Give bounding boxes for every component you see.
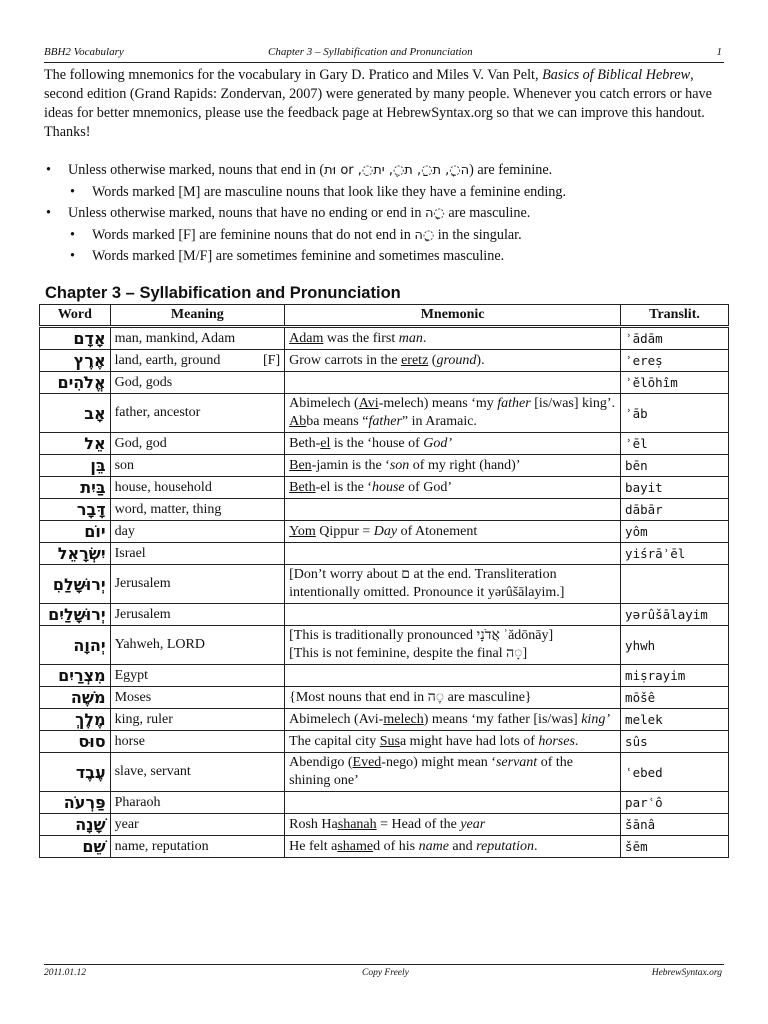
hebrew-word: שָׁנָה [40, 814, 111, 836]
transliteration-cell: yərûšālayim [621, 604, 729, 626]
table-row [40, 350, 729, 372]
transliteration-cell: šēm [621, 836, 729, 858]
meaning-text: Egypt [114, 667, 149, 683]
column-header-meaning: Meaning [110, 305, 285, 327]
hebrew-word: יִשְׂרָאֵל [40, 543, 111, 565]
meaning-cell [110, 665, 285, 687]
list-item: • Words marked [M/F] are sometimes feminine and sometimes masculine. [44, 246, 728, 268]
meaning-cell [110, 626, 285, 665]
table-row [40, 626, 729, 665]
header-page-number: 1 [716, 46, 722, 58]
mnemonic-cell [285, 604, 621, 626]
vocabulary-rows [40, 327, 729, 858]
meaning-text: Jerusalem [114, 606, 171, 622]
hebrew-word: אָדָם [40, 327, 111, 350]
meaning-cell [110, 521, 285, 543]
mnemonic-cell: {Most nouns that end in ה◌ֶ are masculine} [285, 687, 621, 709]
hebrew-word: מֹשֶׁה [40, 687, 111, 709]
table-row [40, 543, 729, 565]
table-row [40, 477, 729, 499]
hebrew-word: מִצְרַיִם [40, 665, 111, 687]
mnemonic-cell [285, 665, 621, 687]
table-row [40, 499, 729, 521]
gender-rules-list [44, 160, 728, 268]
transliteration-cell: šānâ [621, 814, 729, 836]
table-row [40, 521, 729, 543]
transliteration-cell: miṣrayim [621, 665, 729, 687]
meaning-text: word, matter, thing [114, 501, 222, 517]
mnemonic-cell: Abendigo (Eved-nego) might mean ‘servant of the shining one’ [285, 753, 621, 792]
intro-text-2: , second edition (Grand Rapids: Zondervan, 2007) were generated by many people. Whenever you catch errors or have ideas for better mnemonics, please use the feedback page at HebrewSyntax.org so that we can improve this handout. Thanks! [44, 67, 712, 140]
meaning-cell [110, 433, 285, 455]
transliteration-cell: ʿebed [621, 753, 729, 792]
mnemonic-cell: Yom Qippur = Day of Atonement [285, 521, 621, 543]
table-row [40, 565, 729, 604]
meaning-cell [110, 543, 285, 565]
table-row [40, 709, 729, 731]
transliteration-cell: yhwh [621, 626, 729, 665]
mnemonic-cell: He felt ashamed of his name and reputation. [285, 836, 621, 858]
transliteration-cell: ʾēl [621, 433, 729, 455]
meaning-cell [110, 753, 285, 792]
transliteration-cell: melek [621, 709, 729, 731]
mnemonic-cell: [Don’t worry about ם at the end. Transliteration intentionally omitted. Pronounce it yərûšālayim.] [285, 565, 621, 604]
meaning-text: God, god [114, 435, 167, 451]
mnemonic-cell: [This is traditionally pronounced אֲדֹנָי ʾădōnāy] [This is not feminine, despite the final ה◌ָ] [285, 626, 621, 665]
table-row [40, 687, 729, 709]
meaning-text: man, mankind, Adam [114, 330, 236, 346]
hebrew-word: עֶבֶד [40, 753, 111, 792]
table-row [40, 665, 729, 687]
footer-center: Copy Freely [362, 968, 409, 978]
meaning-text: Israel [114, 545, 146, 561]
transliteration-cell: yôm [621, 521, 729, 543]
transliteration-cell: bēn [621, 455, 729, 477]
transliteration-cell: ʾĕlōhîm [621, 372, 729, 394]
mnemonic-cell: Rosh Hashanah = Head of the year [285, 814, 621, 836]
mnemonic-cell [285, 792, 621, 814]
meaning-text: son [114, 457, 135, 473]
meaning-text: father, ancestor [114, 405, 201, 420]
meaning-cell [110, 565, 285, 604]
list-item: • Words marked [M] are masculine nouns that look like they have a feminine ending. [44, 182, 728, 204]
page-footer [44, 964, 724, 978]
meaning-text: land, earth, ground [114, 352, 221, 368]
table-row [40, 836, 729, 858]
list-item: • Unless otherwise marked, nouns that end in (ה◌ָ, ת◌ַ, ת◌ֶ, ית◌ִ, or וּת) are feminine. [44, 160, 728, 182]
header-center: Chapter 3 – Syllabification and Pronunciation [268, 46, 473, 58]
hebrew-word: פַּרְעֹה [40, 792, 111, 814]
meaning-cell [110, 477, 285, 499]
table-row [40, 372, 729, 394]
meaning-text: day [114, 523, 135, 539]
meaning-text: Pharaoh [114, 794, 161, 810]
list-item: • Words marked [F] are feminine nouns that do not end in ה◌ָ in the singular. [44, 225, 728, 247]
meaning-cell [110, 499, 285, 521]
hebrew-word: אֶרֶץ [40, 350, 111, 372]
hebrew-word: מֶלֶךְ [40, 709, 111, 731]
table-row [40, 394, 729, 433]
table-row [40, 792, 729, 814]
mnemonic-cell: Ben-jamin is the ‘son of my right (hand)’ [285, 455, 621, 477]
transliteration-cell: ʾereṣ [621, 350, 729, 372]
meaning-text: name, reputation [114, 838, 209, 854]
footer-date: 2011.01.12 [44, 968, 87, 978]
intro-paragraph [44, 66, 728, 142]
list-item: • Unless otherwise marked, nouns that have no ending or end in ה◌ָ are masculine. [44, 203, 728, 225]
meaning-cell [110, 687, 285, 709]
transliteration-cell: bayit [621, 477, 729, 499]
mnemonic-cell: The capital city Susa might have had lots of horses. [285, 731, 621, 753]
hebrew-word: אֵל [40, 433, 111, 455]
table-row [40, 731, 729, 753]
gender-tag: [F] [263, 352, 281, 368]
hebrew-word: אָב [40, 394, 111, 433]
mnemonic-cell: Abimelech (Avi-melech) means ‘my father [is/was] king’. Abba means “father” in Aramaic. [285, 394, 621, 433]
hebrew-word: אֱלֹהִים [40, 372, 111, 394]
column-header-mnemonic: Mnemonic [285, 305, 621, 327]
meaning-cell [110, 372, 285, 394]
meaning-text: house, household [114, 479, 212, 495]
hebrew-word: סוּס [40, 731, 111, 753]
meaning-cell [110, 814, 285, 836]
transliteration-cell: sûs [621, 731, 729, 753]
hebrew-word: יְרוּשָׁלַיִם [40, 604, 111, 626]
book-title: Basics of Biblical Hebrew [542, 67, 691, 83]
meaning-text: king, ruler [114, 711, 173, 727]
footer-site: HebrewSyntax.org [651, 968, 722, 978]
table-row [40, 604, 729, 626]
hebrew-word: דָּבָר [40, 499, 111, 521]
table-row [40, 433, 729, 455]
section-title: Chapter 3 – Syllabification and Pronunciation [45, 284, 401, 302]
table-row [40, 753, 729, 792]
mnemonic-cell [285, 372, 621, 394]
meaning-text: Moses [114, 689, 152, 705]
vocabulary-table [39, 304, 729, 858]
mnemonic-cell: Grow carrots in the eretz (ground). [285, 350, 621, 372]
hebrew-word: שֵׁם [40, 836, 111, 858]
meaning-cell [110, 394, 285, 433]
transliteration-cell [621, 565, 729, 604]
meaning-text: horse [114, 733, 145, 749]
transliteration-cell: mōšê [621, 687, 729, 709]
transliteration-cell: ʾādām [621, 327, 729, 350]
page-header [44, 44, 724, 63]
column-header-word: Word [40, 305, 111, 327]
mnemonic-cell: Adam was the first man. [285, 327, 621, 350]
meaning-cell [110, 709, 285, 731]
hebrew-word: בַּיִת [40, 477, 111, 499]
mnemonic-cell [285, 543, 621, 565]
transliteration-cell: ʾāb [621, 394, 729, 433]
hebrew-word: יוֹם [40, 521, 111, 543]
transliteration-cell: parʿô [621, 792, 729, 814]
hebrew-word: יְהוָה [40, 626, 111, 665]
table-row [40, 455, 729, 477]
meaning-cell [110, 836, 285, 858]
meaning-cell [110, 604, 285, 626]
mnemonic-cell [285, 499, 621, 521]
mnemonic-cell: Abimelech (Avi-melech) means ‘my father [is/was] king’ [285, 709, 621, 731]
header-left: BBH2 Vocabulary [44, 46, 124, 58]
table-row [40, 327, 729, 350]
mnemonic-cell: Beth-el is the ‘house of God’ [285, 433, 621, 455]
transliteration-cell: yiśrāʾēl [621, 543, 729, 565]
meaning-cell [110, 792, 285, 814]
meaning-cell [110, 350, 285, 372]
meaning-text: God, gods [114, 374, 173, 390]
meaning-text: Yahweh, LORD [114, 637, 205, 652]
hebrew-word: בֵּן [40, 455, 111, 477]
meaning-text: year [114, 816, 139, 832]
table-row [40, 814, 729, 836]
mnemonic-cell: Beth-el is the ‘house of God’ [285, 477, 621, 499]
table-header-row [40, 305, 729, 327]
meaning-cell [110, 327, 285, 350]
meaning-cell [110, 731, 285, 753]
meaning-cell [110, 455, 285, 477]
hebrew-word: יְרוּשָׁלַםִ [40, 565, 111, 604]
column-header-translit: Translit. [621, 305, 729, 327]
transliteration-cell: dābār [621, 499, 729, 521]
meaning-text: Jerusalem [114, 576, 171, 591]
intro-text-1: The following mnemonics for the vocabulary in Gary D. Pratico and Miles V. Van Pelt, [44, 67, 543, 83]
meaning-text: slave, servant [114, 764, 191, 779]
